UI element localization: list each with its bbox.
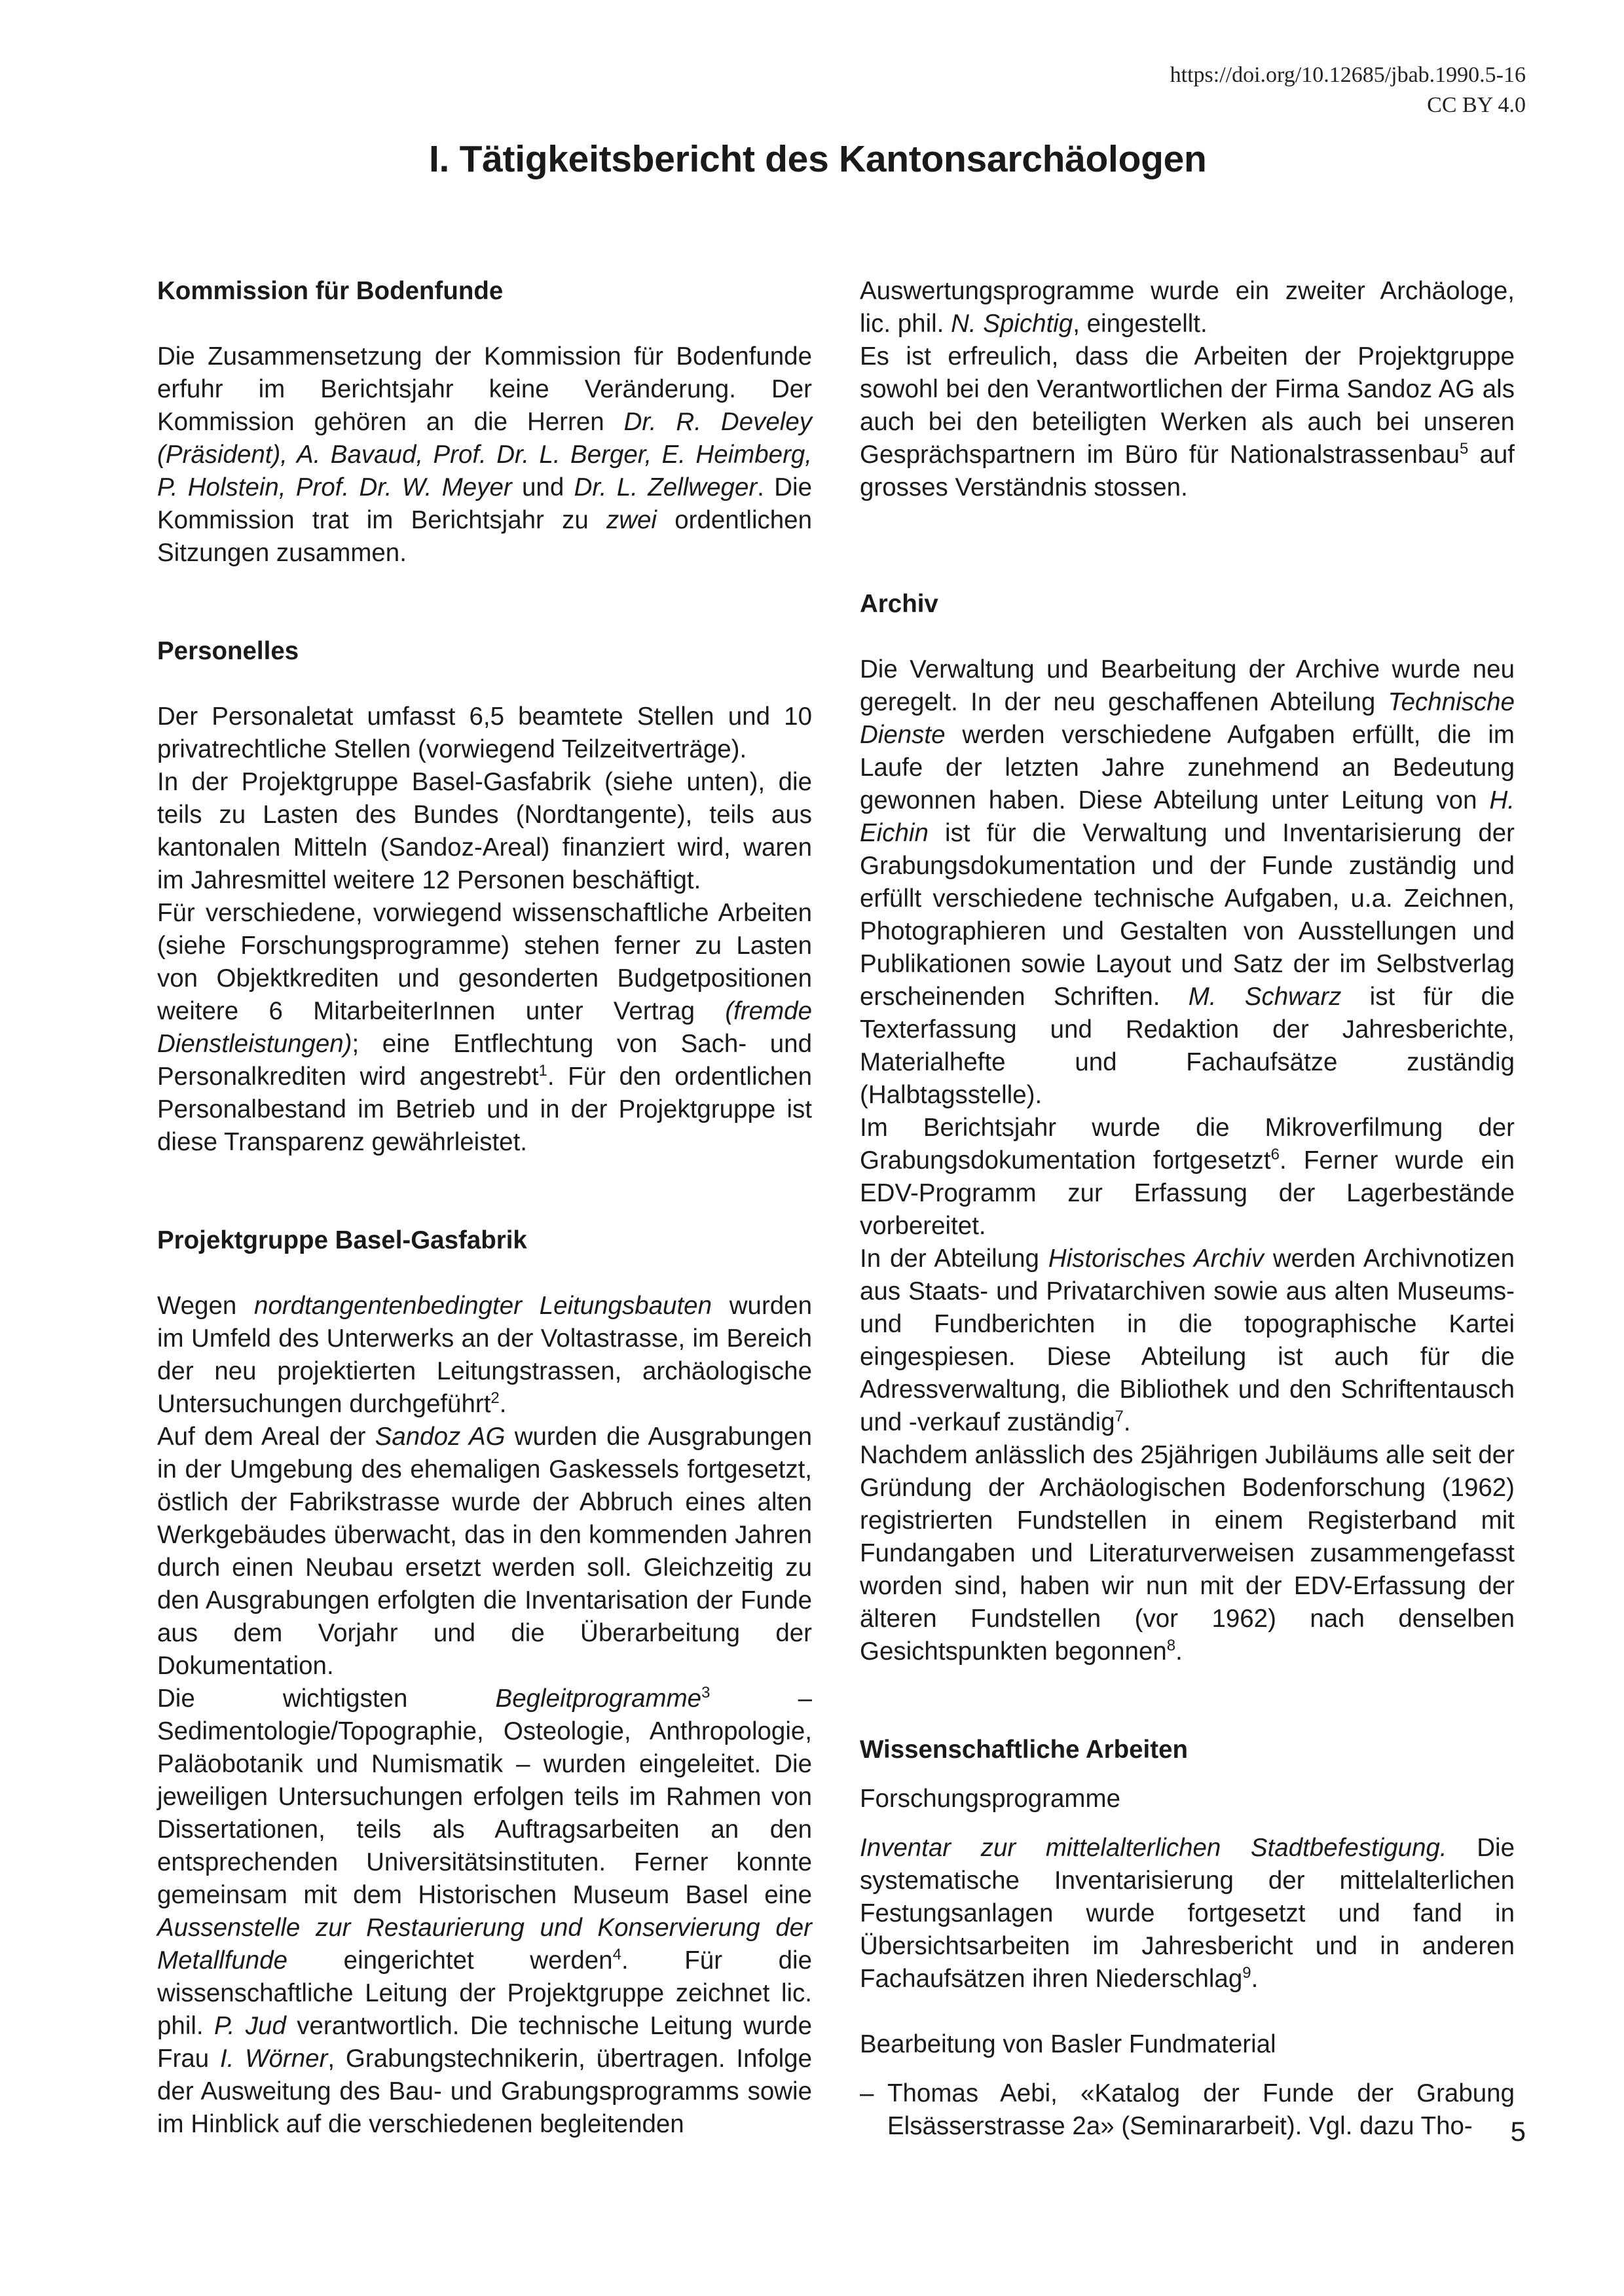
right-column bbox=[860, 275, 1515, 2143]
heading-wissenschaftliche-arbeiten: Wissenschaftliche Arbeiten bbox=[860, 1736, 1189, 1764]
projekt-continuation-1: Auswertungsprogramme wurde ein zweiter Archäologe, lic. phil. N. Spichtig, eingestellt. bbox=[860, 277, 1515, 338]
footnote-ref-9: 9 bbox=[1242, 1964, 1251, 1982]
heading-kommission: Kommission für Bodenfunde bbox=[157, 277, 504, 305]
page-number: 5 bbox=[1510, 2116, 1526, 2147]
footnote-ref-2: 2 bbox=[490, 1389, 500, 1408]
fundmaterial-list bbox=[860, 2077, 1515, 2143]
page-title: I. Tätigkeitsbericht des Kantonsarchäologen bbox=[429, 138, 1207, 180]
personelles-paragraph-1: Der Personaletat umfasst 6,5 beamtete Stellen und 10 privatrechtliche Stellen (vorwiegend Teilzeitverträge). bbox=[157, 702, 812, 763]
footnote-ref-4: 4 bbox=[612, 1946, 621, 1964]
footnote-ref-7: 7 bbox=[1115, 1408, 1124, 1426]
footnote-ref-3: 3 bbox=[701, 1684, 710, 1702]
license-label: CC BY 4.0 bbox=[1427, 93, 1526, 117]
doi-link[interactable]: https://doi.org/10.12685/jbab.1990.5-16 bbox=[1170, 63, 1526, 87]
projekt-paragraph-3: Die wichtigsten Begleitprogramme$^3$ – Sedimentologie/Topographie, Osteologie, Anthropologie, Paläobotanik und Numismatik – wurden eingeleitet. Die jeweiligen Untersuchungen erfolgen teils im Rahmen von Dissertationen, teils als Auftragsarbeiten an den entsprechenden Universitätsinstituten. Ferner konnte gemeinsam mit dem Historischen Museum Basel eine Aussenstelle zur Restaurierung und Konservierung der Metallfunde eingerichtet werden$^4$. Für die wissenschaftliche Leitung der Projektgruppe zeichnet lic. phil. P. Jud verantwortlich. Die technische Leitung wurde Frau I. Wörner, Grabungstechnikerin, übertragen. Infolge der Ausweitung des Bau- und Grabungsprogramms sowie im Hinblick auf die verschiedenen begleitenden bbox=[157, 1684, 812, 2138]
heading-projektgruppe: Projektgruppe Basel-Gasfabrik bbox=[157, 1226, 527, 1254]
projekt-paragraph-2: Auf dem Areal der Sandoz AG wurden die Ausgrabungen in der Umgebung des ehemaligen Gaskessels fortgesetzt, östlich der Fabrikstrasse wurde der Abbruch eines alten Werkgebäudes überwacht, das in den kommenden Jahren durch einen Neubau ersetzt werden soll. Gleichzeitig zu den Ausgrabungen erfolgten die Inventarisation der Funde aus dem Vorjahr und die Überarbeitung der Dokumentation. bbox=[157, 1423, 812, 1680]
doi-block bbox=[1170, 60, 1526, 120]
kommission-paragraph: Die Zusammensetzung der Kommission für Bodenfunde erfuhr im Berichtsjahr keine Veränderung. Der Kommission gehören an die Herren Dr. R. Develey (Präsident), A. Bavaud, Prof. Dr. L. Berger, E. Heimberg, P. Holstein, Prof. Dr. W. Meyer und Dr. L. Zellweger. Die Kommission trat im Berichtsjahr zu zwei ordentlichen Sitzungen zusammen. bbox=[157, 342, 812, 567]
subheading-bearbeitung: Bearbeitung von Basler Fundmaterial bbox=[860, 2030, 1276, 2058]
projekt-paragraph-1: Wegen nordtangentenbedingter Leitungsbauten wurden im Umfeld des Unterwerks an der Voltastrasse, im Bereich der neu projektierten Leitungstrassen, archäologische Untersuchungen durchgeführt$^2$. bbox=[157, 1292, 812, 1418]
personelles-paragraph-3: Für verschiedene, vorwiegend wissenschaftliche Arbeiten (siehe Forschungsprogramme) stehen ferner zu Lasten von Objektkrediten und gesonderten Budgetpositionen weitere 6 MitarbeiterInnen unter Vertrag (fremde Dienstleistungen); eine Entflechtung von Sach- und Personalkrediten wird angestrebt$^1$. Für den ordentlichen Personalbestand im Betrieb und in der Projektgruppe ist diese Transparenz gewährleistet. bbox=[157, 899, 812, 1156]
forschung-paragraph: Inventar zur mittelalterlichen Stadtbefestigung. Die systematische Inventarisierung der mittelalterlichen Festungsanlagen wurde fortgesetzt und fand in Übersichtsarbeiten im Jahresbericht und in anderen Fachaufsätzen ihren Niederschlag$^9$. bbox=[860, 1834, 1515, 1993]
left-column bbox=[157, 275, 812, 2141]
heading-archiv: Archiv bbox=[860, 590, 938, 618]
personelles-paragraph-2: In der Projektgruppe Basel-Gasfabrik (siehe unten), die teils zu Lasten des Bundes (Nordtangente), teils aus kantonalen Mitteln (Sandoz-Areal) finanziert wird, waren im Jahresmittel weitere 12 Personen beschäftigt. bbox=[157, 768, 812, 894]
footnote-ref-5: 5 bbox=[1459, 440, 1469, 458]
heading-personelles: Personelles bbox=[157, 637, 299, 665]
subheading-forschungsprogramme: Forschungsprogramme bbox=[860, 1785, 1120, 1813]
footnote-ref-6: 6 bbox=[1270, 1146, 1280, 1164]
archiv-paragraph-2: Im Berichtsjahr wurde die Mikroverfilmung der Grabungsdokumentation fortgesetzt$^6$. Ferner wurde ein EDV-Programm zur Erfassung der Lagerbestände vorbereitet. bbox=[860, 1114, 1515, 1240]
footnote-ref-1: 1 bbox=[538, 1062, 547, 1080]
archiv-paragraph-3: In der Abteilung Historisches Archiv werden Archivnotizen aus Staats- und Privatarchiven sowie aus alten Museums- und Fundberichten in die topographische Kartei eingespiesen. Diese Abteilung ist auch für die Adressverwaltung, die Bibliothek und den Schriftentausch und -verkauf zuständig$^7$. bbox=[860, 1245, 1515, 1436]
footnote-ref-8: 8 bbox=[1166, 1637, 1176, 1655]
projekt-continuation-2: Es ist erfreulich, dass die Arbeiten der Projektgruppe sowohl bei den Verantwortlichen der Firma Sandoz AG als auch bei den beteiligten Werken als auch bei unseren Gesprächspartnern im Büro für Nationalstrassenbau$^5$ auf grosses Verständnis stossen. bbox=[860, 342, 1515, 501]
archiv-paragraph-4: Nachdem anlässlich des 25jährigen Jubiläums alle seit der Gründung der Archäologischen Bodenforschung (1962) registrierten Fundstellen in einem Registerband mit Fundangaben und Literaturverweisen zusammengefasst worden sind, haben wir nun mit der EDV-Erfassung der älteren Fundstellen (vor 1962) nach denselben Gesichtspunkten begonnen$^8$. bbox=[860, 1441, 1515, 1666]
archiv-paragraph-1: Die Verwaltung und Bearbeitung der Archive wurde neu geregelt. In der neu geschaffenen Abteilung Technische Dienste werden verschiedene Aufgaben erfüllt, die im Laufe der letzten Jahre zunehmend an Bedeutung gewonnen haben. Diese Abteilung unter Leitung von H. Eichin ist für die Verwaltung und Inventarisierung der Grabungsdokumentation und der Funde zuständig und erfüllt verschiedene technische Aufgaben, u.a. Zeichnen, Photographieren und Gestalten von Ausstellungen und Publikationen sowie Layout und Satz der im Selbstverlag erscheinenden Schriften. M. Schwarz ist für die Texterfassung und Redaktion der Jahresberichte, Materialhefte und Fachaufsätze zuständig (Halbtagsstelle). bbox=[860, 655, 1515, 1109]
list-item: – Thomas Aebi, «Katalog der Funde der Grabung Elsässerstrasse 2a» (Seminararbeit). Vgl. dazu Tho- bbox=[860, 2077, 1515, 2143]
